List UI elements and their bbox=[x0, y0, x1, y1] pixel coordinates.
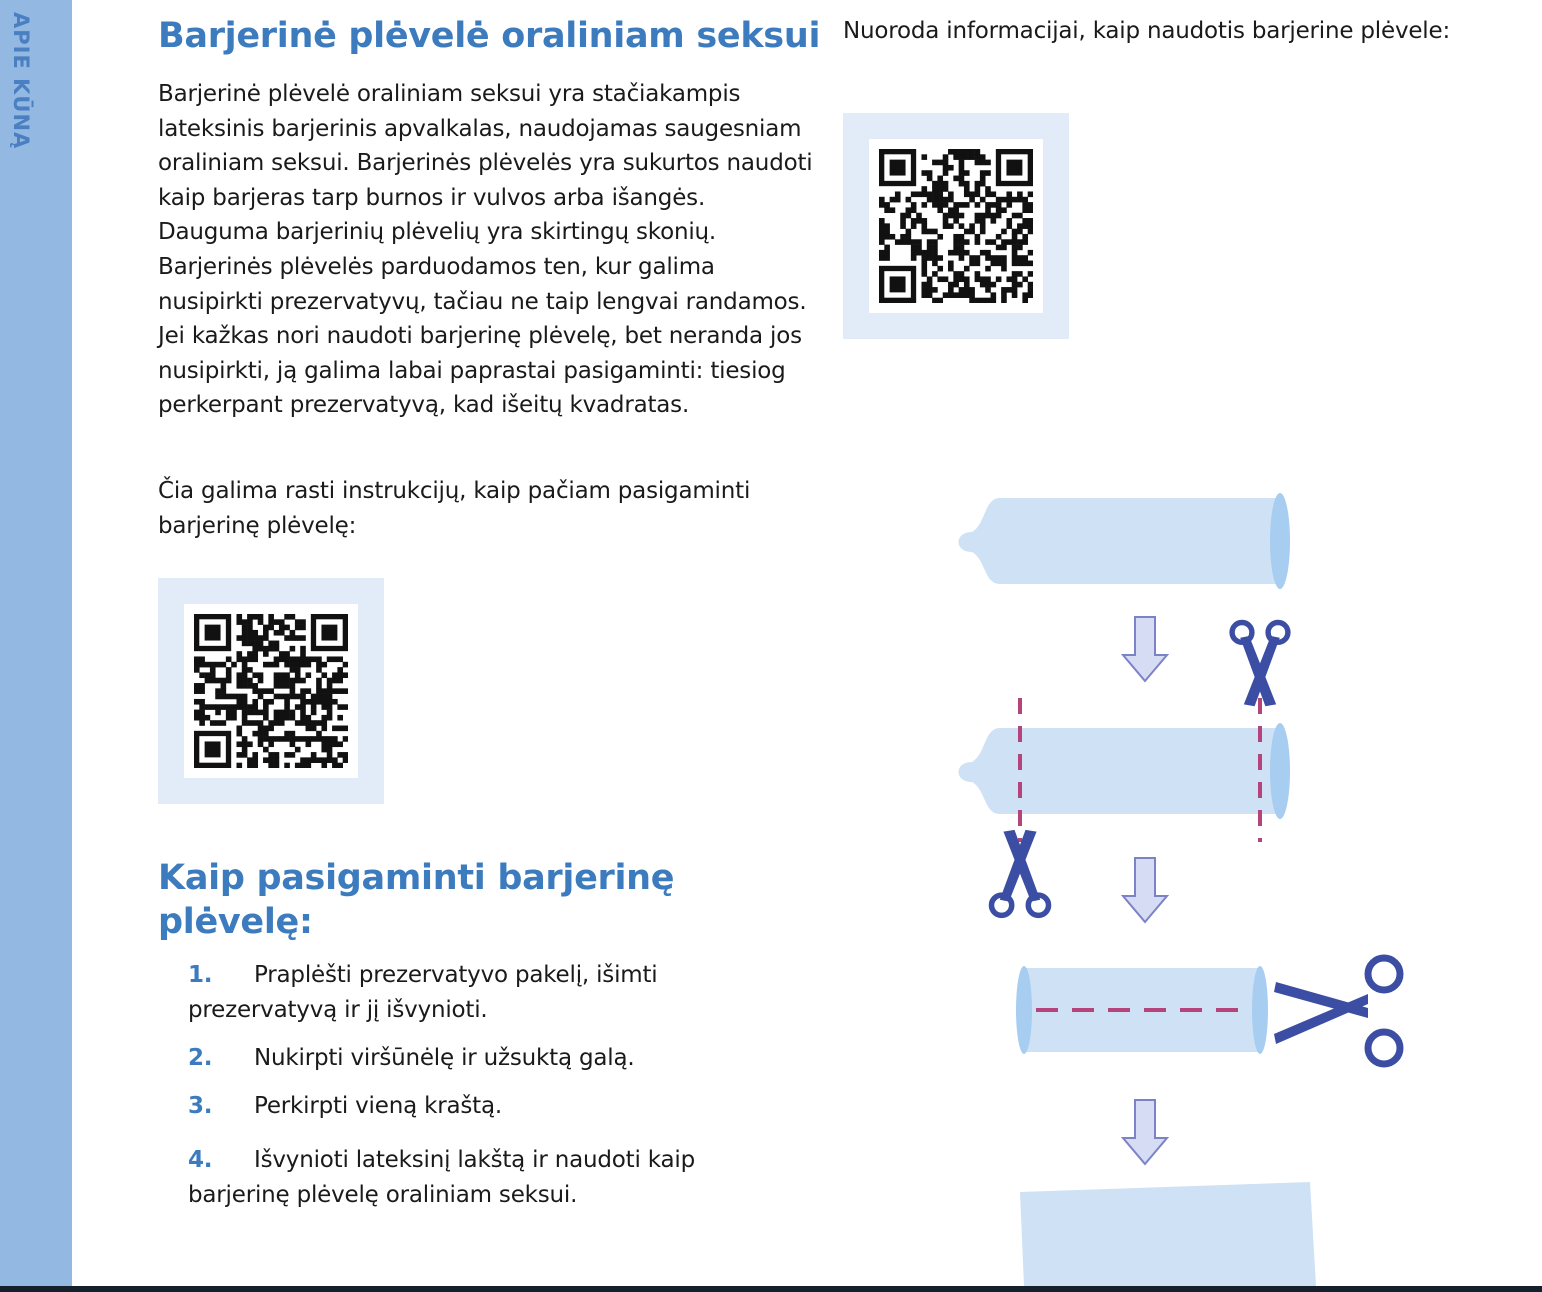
down-arrow-icon bbox=[1123, 1100, 1167, 1164]
section-label: APIE KŪNĄ bbox=[9, 12, 33, 150]
step-item bbox=[188, 958, 748, 1028]
scissors-icon bbox=[1232, 623, 1288, 707]
sidebar bbox=[0, 0, 72, 1292]
step-text: Perkirpti vieną kraštą. bbox=[254, 1093, 502, 1119]
condom-illustration bbox=[959, 493, 1291, 589]
condom-cutting-illustration bbox=[940, 480, 1440, 1286]
condom-illustration bbox=[959, 698, 1291, 842]
condom-tube-illustration bbox=[1016, 966, 1268, 1054]
down-arrow-icon bbox=[1123, 858, 1167, 922]
step-item bbox=[188, 1089, 748, 1124]
step-number: 4. bbox=[188, 1147, 213, 1173]
step-item bbox=[188, 1041, 748, 1076]
step-number: 3. bbox=[188, 1093, 213, 1119]
qr-code-icon bbox=[184, 604, 358, 778]
step-text: Nukirpti viršūnėlę ir užsuktą galą. bbox=[254, 1045, 635, 1071]
intro-paragraph: Barjerinė plėvelė oraliniam seksui yra stačiakampis lateksinis barjerinis apvalkalas, naudojamas saugesniam oraliniam seksui. Barjerinės plėvelės yra sukurtos naudoti kaip barjeras tarp burnos ir vulvos arba išangės. Dauguma barjerinių plėvelių yra skirtingų skonių. Barjerinės plėvelės parduodamos ten, kur galima nusipirkti prezervatyvų, tačiau ne taip lengvai randamos. Jei kažkas nori naudoti barjerinę plėvelę, bet neranda jos nusipirkti, ją galima labai paprastai pasigaminti: tiesiog perkerpant prezervatyvą, kad išeitų kvadratas. bbox=[158, 81, 813, 419]
qr-code-usage[interactable] bbox=[843, 113, 1069, 339]
step-number: 1. bbox=[188, 962, 213, 988]
step-text: Išvynioti lateksinį lakštą ir naudoti kaip barjerinę plėvelę oraliniam seksui. bbox=[188, 1147, 695, 1208]
step-number: 2. bbox=[188, 1045, 213, 1071]
step-item bbox=[188, 1143, 748, 1213]
scissors-icon bbox=[991, 830, 1048, 916]
bottom-edge bbox=[0, 1286, 1542, 1292]
instructions-paragraph: Čia galima rasti instrukcijų, kaip pačiam pasigaminti barjerinę plėvelę: bbox=[158, 478, 751, 539]
latex-sheet-illustration bbox=[1020, 1182, 1316, 1286]
how-to-title: Kaip pasigaminti barjerinę plėvelę: bbox=[158, 858, 675, 942]
section-title: Barjerinė plėvelė oraliniam seksui bbox=[158, 16, 821, 56]
qr-code-icon bbox=[869, 139, 1043, 313]
step-text: Praplėšti prezervatyvo pakelį, išimti prezervatyvą ir jį išvynioti. bbox=[188, 962, 658, 1023]
link-info-text: Nuoroda informacijai, kaip naudotis barjerine plėvele: bbox=[843, 18, 1450, 44]
down-arrow-icon bbox=[1123, 617, 1167, 681]
scissors-icon bbox=[1274, 958, 1400, 1064]
qr-code-instructions[interactable] bbox=[158, 578, 384, 804]
